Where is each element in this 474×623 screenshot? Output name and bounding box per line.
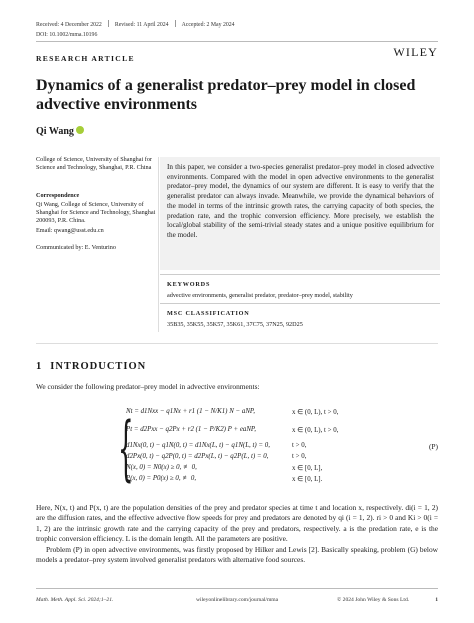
intro-paragraph: Problem (P) in open advective environments, was firstly proposed by Hilker and Lewis [2]. Basically speaking, problem (G) below models a predator–prey system involved generalist predators with alternative food sources. [36, 545, 438, 565]
left-brace: { [118, 407, 134, 489]
footer-divider [36, 588, 438, 589]
orcid-icon[interactable] [76, 126, 84, 134]
accepted-date: Accepted: 2 May 2024 [181, 22, 235, 28]
received-date: Received: 4 December 2022 [36, 22, 102, 28]
section-label: RESEARCH ARTICLE [36, 54, 135, 63]
keywords-divider [160, 303, 440, 304]
header-divider [36, 41, 438, 42]
revised-date: Revised: 11 April 2024 [114, 22, 169, 28]
equation-system [118, 406, 438, 490]
page-number: 1 [435, 597, 438, 603]
correspondence-text: Qi Wang, College of Science, University of Shanghai for Science and Technology, Shanghai 200093, P.R. China. [36, 200, 156, 224]
equation-line: d1Nx(0, t) − q1N(0, t) = d1Nx(L, t) − q1N(L, t) = 0, [126, 442, 270, 449]
doi-link[interactable]: DOI: 10.1002/mma.10196 [36, 32, 98, 38]
publisher-logo: WILEY [393, 45, 438, 59]
footer-copyright: © 2024 John Wiley & Sons Ltd. [337, 597, 410, 603]
author-email[interactable]: Email: qwang@usst.edu.cn [36, 226, 104, 234]
equation-condition: x ∈ (0, L), t > 0, [292, 409, 339, 416]
footer-journal: Math. Meth. Appl. Sci. 2024;1–21. [36, 597, 114, 603]
abstract-text: In this paper, we consider a two-species generalist predator–prey model in closed advective environments. Compared with the model in open advective environments to the generalist predator–prey model, the dynamics of our system are different. It is easy to verify that the generalist predator can always invade. Meanwhile, we provide the dynamical behaviors of the model in terms of the intrinsic growth rates, the carrying capacity of both species, the predation rate, and the trophic conversion efficiency. More precisely, we establish the local/global stability of the semi-trivial steady states and a unique positive equilibrium for the model. [167, 163, 434, 239]
equation-condition: x ∈ [0, L]. [292, 476, 323, 483]
equation-label: (P) [428, 442, 438, 451]
column-divider [158, 157, 159, 332]
communicated-by: Communicated by: E. Venturino [36, 244, 116, 251]
equation-line: N(x, 0) = N0(x) ≥ 0, ≢ 0, [126, 464, 197, 471]
section-heading-introduction: 1 INTRODUCTION [36, 361, 147, 372]
equation-condition: t > 0, [292, 442, 307, 449]
correspondence-heading: Correspondence [36, 192, 80, 199]
abstract-divider [160, 274, 440, 275]
affiliation: College of Science, University of Shanghai for Science and Technology, Shanghai, P.R. China [36, 156, 152, 172]
section-divider [36, 343, 438, 344]
equation-line: Nt = d1Nxx − q1Nx + r1 (1 − N/K1) N − aNP, [126, 408, 255, 415]
equation-line: d2Px(0, t) − q2P(0, t) = d2Px(L, t) − q2P(L, t) = 0, [126, 453, 269, 460]
equation-condition: x ∈ (0, L), t > 0, [292, 427, 339, 434]
article-title: Dynamics of a generalist predator–prey model in closed advective environments [36, 77, 416, 113]
equation-condition: x ∈ [0, L], [292, 465, 323, 472]
msc-heading: MSC CLASSIFICATION [167, 310, 250, 317]
intro-paragraph: Here, N(x, t) and P(x, t) are the population densities of the prey and predator species at time t and location x, respectively. di(i = 1, 2) are the diffusion rates, and the effective advective flow speeds for prey and predators are denoted by qi (i = 1, 2). ri > 0 and Ki > 0(i = 1, 2) are the intrinsic growth rate and the carrying capacity of the prey and predators, respectively. a is the predation rate, e is the trophic conversion efficiency. L is the domain length. All the parameters are positive. [36, 503, 438, 544]
equation-condition: t > 0, [292, 453, 307, 460]
author-name: Qi Wang [36, 126, 84, 137]
equation-line: P(x, 0) = P0(x) ≥ 0, ≢ 0, [126, 475, 197, 482]
keywords-text: advective environments, generalist predator, predator–prey model, stability [167, 292, 353, 299]
keywords-heading: KEYWORDS [167, 281, 211, 288]
intro-lead: We consider the following predator–prey model in advective environments: [36, 382, 260, 391]
article-dates [36, 20, 235, 28]
footer-url[interactable]: wileyonlinelibrary.com/journal/mma [196, 597, 279, 603]
msc-codes: 35B35, 35K55, 35K57, 35K61, 37C75, 37N25, 92D25 [167, 321, 303, 328]
equation-line: Pt = d2Pxx − q2Px + r2 (1 − P/K2) P + eaNP, [126, 426, 256, 433]
